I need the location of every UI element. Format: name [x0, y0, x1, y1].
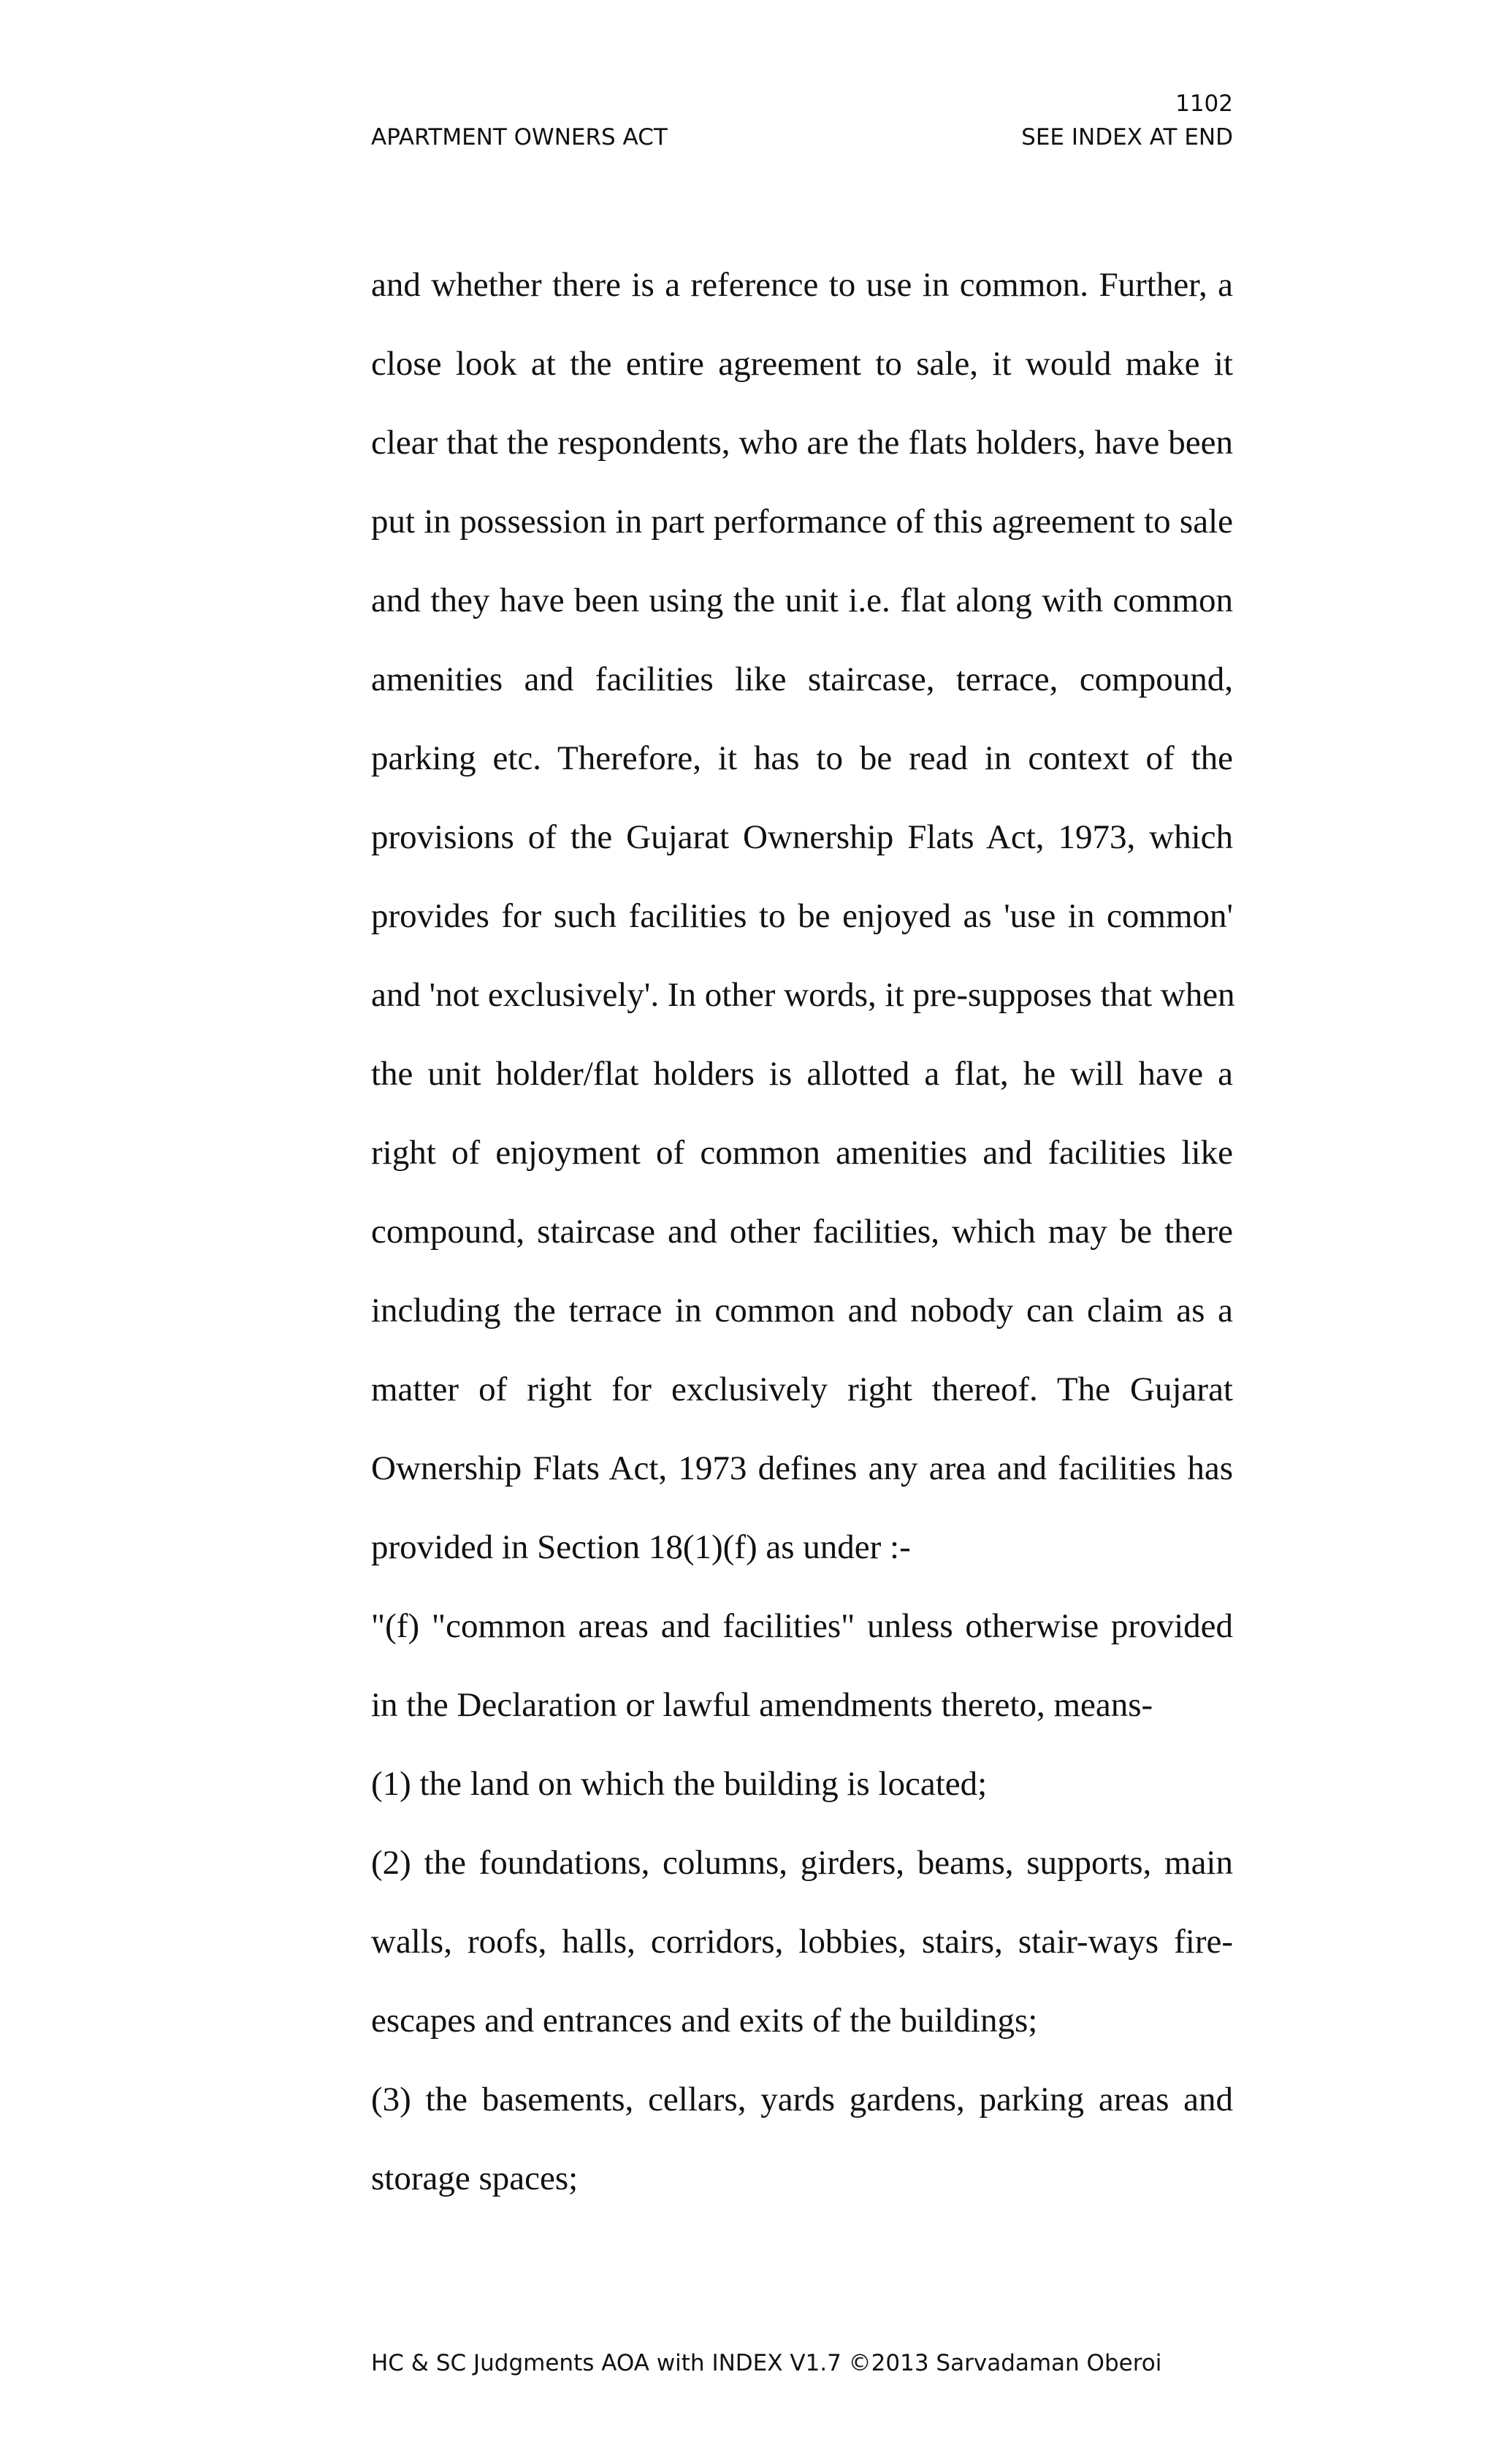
text-line: and whether there is a reference to use in common. Further, a [371, 266, 1233, 304]
text-line: including the terrace in common and nobody can claim as a [371, 1292, 1233, 1330]
text-line: in the Declaration or lawful amendments thereto, means- [371, 1686, 1153, 1724]
text-line: storage spaces; [371, 2159, 579, 2197]
running-header-right: SEE INDEX AT END [1021, 124, 1233, 150]
text-line: the unit holder/flat holders is allotted a flat, he will have a [371, 1055, 1233, 1093]
text-line: (1) the land on which the building is located; [371, 1765, 988, 1803]
text-line: provided in Section 18(1)(f) as under :- [371, 1528, 911, 1566]
text-line: walls, roofs, halls, corridors, lobbies, stairs, stair-ways fire- [371, 1923, 1233, 1961]
text-line: (3) the basements, cellars, yards gardens, parking areas and [371, 2080, 1233, 2118]
text-line: clear that the respondents, who are the flats holders, have been [371, 424, 1233, 462]
text-line: matter of right for exclusively right thereof. The Gujarat [371, 1370, 1233, 1408]
text-line: compound, staircase and other facilities, which may be there [371, 1213, 1233, 1251]
text-line: right of enjoyment of common amenities and facilities like [371, 1134, 1233, 1172]
text-line: close look at the entire agreement to sale, it would make it [371, 345, 1233, 383]
text-line: (2) the foundations, columns, girders, beams, supports, main [371, 1844, 1233, 1882]
text-line: parking etc. Therefore, it has to be read in context of the [371, 739, 1233, 777]
body-text [371, 263, 1233, 2235]
text-line: provides for such facilities to be enjoyed as 'use in common' [371, 897, 1233, 935]
text-line: and 'not exclusively'. In other words, it pre-supposes that when [371, 976, 1235, 1014]
text-line: amenities and facilities like staircase, terrace, compound, [371, 660, 1233, 698]
text-line: "(f) "common areas and facilities" unless otherwise provided [371, 1607, 1233, 1645]
text-line: and they have been using the unit i.e. flat along with common [371, 581, 1233, 619]
text-line: provisions of the Gujarat Ownership Flats Act, 1973, which [371, 818, 1233, 856]
text-line: escapes and entrances and exits of the buildings; [371, 2002, 1038, 2040]
text-line: put in possession in part performance of this agreement to sale [371, 503, 1233, 541]
page-number: 1102 [1175, 91, 1233, 117]
footer-copyright: HC & SC Judgments AOA with INDEX V1.7 ©2013 Sarvadaman Oberoi [371, 2350, 1162, 2376]
running-header-left: APARTMENT OWNERS ACT [371, 124, 668, 150]
text-line: Ownership Flats Act, 1973 defines any area and facilities has [371, 1449, 1233, 1487]
